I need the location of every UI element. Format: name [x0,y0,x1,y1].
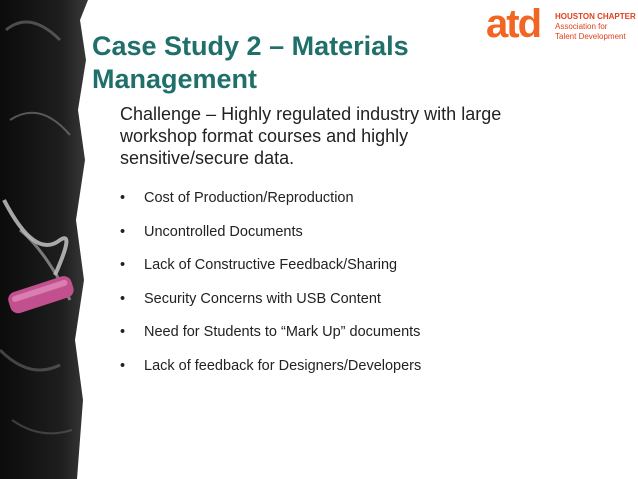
title-line-1: Case Study 2 – Materials [92,31,409,61]
bullet-item [120,324,421,340]
bullet-item [120,291,421,307]
logo-association: Association for [555,22,608,31]
challenge-line-3: sensitive/secure data. [120,148,295,168]
challenge-text [120,103,590,169]
slide-title [92,30,409,96]
bullet-item [120,257,421,273]
bullet-item [120,358,421,374]
bullet-text: Cost of Production/Reproduction [144,190,354,206]
logo-talent: Talent Development [555,32,626,41]
logo-chapter: HOUSTON CHAPTER [555,12,636,21]
bullet-dot: • [120,357,126,374]
bullet-dot: • [120,290,126,307]
challenge-line-1: Challenge – Highly regulated industry with large [120,104,502,124]
title-line-2: Management [92,64,258,94]
bullet-text: Security Concerns with USB Content [144,290,381,307]
bullet-text: Lack of Constructive Feedback/Sharing [144,257,398,273]
bullet-text: Lack of feedback for Designers/Developers [144,357,422,374]
bullet-dot: • [120,257,126,273]
atd-logo [486,4,636,50]
bullet-text: Uncontrolled Documents [144,223,303,240]
bullet-list [120,190,421,391]
bullet-item [120,190,421,206]
bullet-text: Need for Students to “Mark Up” documents [144,324,421,340]
bullet-dot: • [120,324,126,340]
challenge-line-2: workshop format courses and highly [120,126,409,146]
bullet-item [120,224,421,240]
bullet-dot: • [120,190,126,206]
atd-logo-mark: atd [486,2,540,46]
chalkboard-decoration [0,0,88,479]
atd-logo-text [555,12,636,42]
bullet-dot: • [120,223,126,240]
